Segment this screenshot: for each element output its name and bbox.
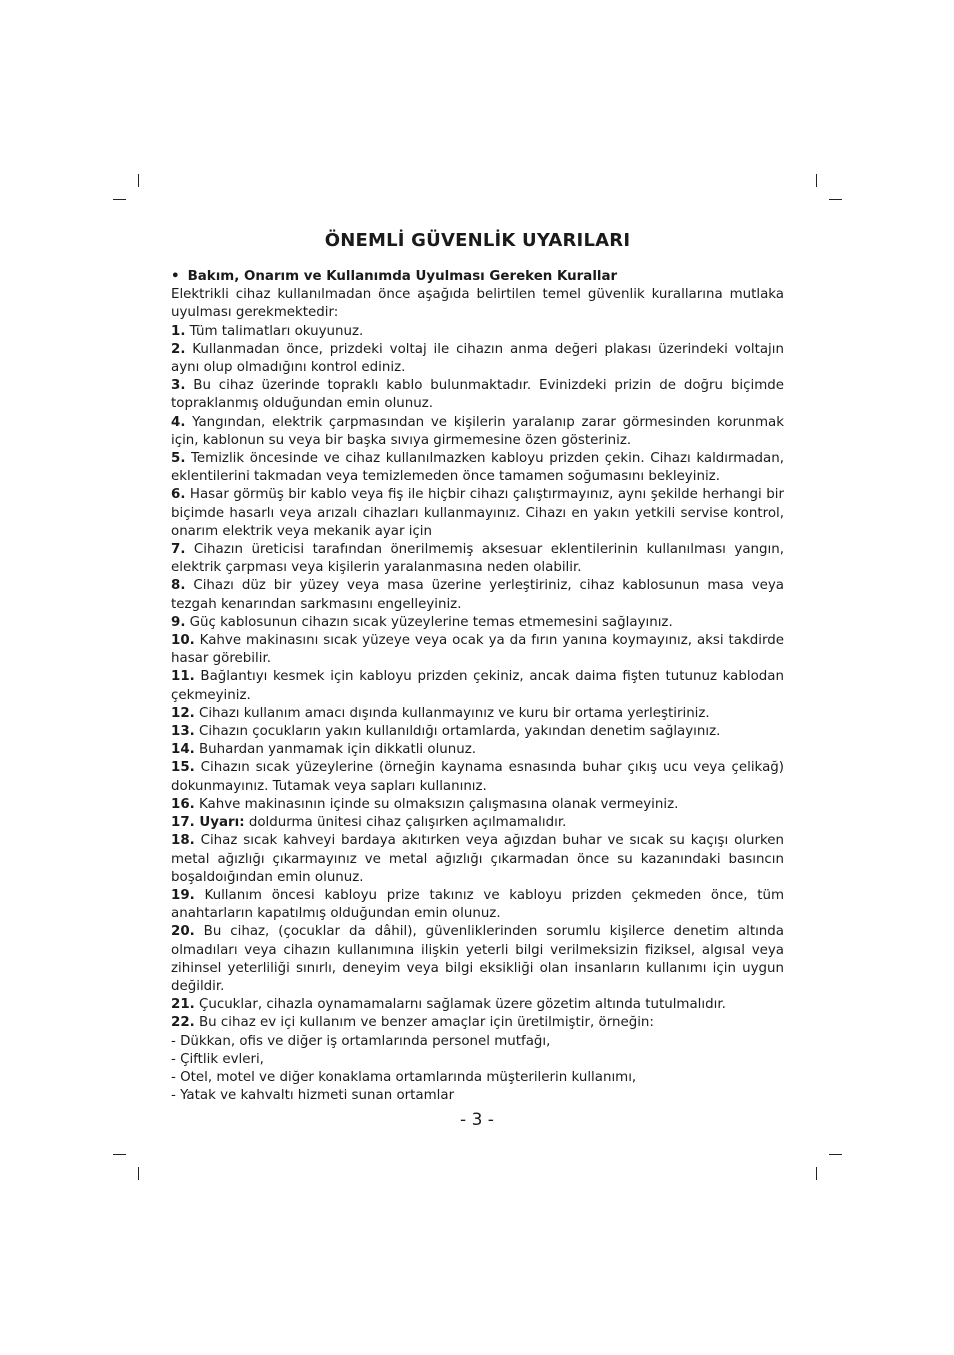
item-number: 11. — [171, 669, 195, 685]
list-item — [171, 723, 784, 741]
item-number: 13. — [171, 724, 195, 740]
list-item — [171, 832, 784, 887]
list-item — [171, 450, 784, 486]
item-number: 18. — [171, 833, 195, 849]
crop-mark-bottom-right-horizontal — [829, 1154, 842, 1155]
list-item — [171, 341, 784, 377]
document-body — [171, 230, 784, 1105]
item-text: Cihazın çocukların yakın kullanıldığı ortamlarda, yakından denetim sağlayınız. — [194, 724, 721, 740]
list-item — [171, 1014, 784, 1032]
item-text: Cihazın üreticisi tarafından önerilmemiş aksesuar eklentilerinin kullanılması yangın, elektrik çarpması veya kişilerin yaralanmasına neden olabilir. — [171, 542, 784, 576]
list-item: - Dükkan, ofis ve diğer iş ortamlarında personel mutfağı, — [171, 1033, 551, 1049]
section-heading-text: Bakım, Onarım ve Kullanımda Uyulması Gereken Kurallar — [187, 269, 618, 284]
list-item — [171, 486, 784, 541]
item-number: 19. — [171, 887, 195, 903]
item-text: Güç kablosunun cihazın sıcak yüzeylerine temas etmemesini sağlayınız. — [185, 614, 673, 630]
list-item — [171, 923, 784, 996]
item-number: 4. — [171, 414, 186, 430]
list-item — [171, 996, 784, 1014]
list-item — [171, 577, 784, 613]
item-text: doldurma ünitesi cihaz çalışırken açılmamalıdır. — [244, 815, 567, 831]
crop-mark-top-right-horizontal — [829, 199, 842, 200]
list-item: - Çiftlik evleri, — [171, 1051, 264, 1067]
list-item — [171, 614, 784, 632]
crop-mark-bottom-left-horizontal — [113, 1154, 126, 1155]
crop-mark-bottom-right-vertical — [816, 1167, 817, 1180]
item-number: 12. — [171, 705, 195, 721]
list-item: - Yatak ve kahvaltı hizmeti sunan ortamlar — [171, 1088, 455, 1104]
usage-examples-list — [171, 1033, 784, 1106]
crop-mark-bottom-left-vertical — [138, 1167, 139, 1180]
item-number: 3. — [171, 378, 186, 394]
item-number: 10. — [171, 633, 195, 649]
item-text: Bu cihaz ev içi kullanım ve benzer amaçlar için üretilmiştir, örneğin: — [194, 1015, 654, 1031]
item-text: Tüm talimatları okuyunuz. — [185, 323, 364, 339]
list-item — [171, 814, 784, 832]
item-text: Kullanmadan önce, prizdeki voltaj ile cihazın anma değeri plakası üzerindeki voltajın aynı olup olmadığını kontrol ediniz. — [171, 341, 784, 376]
list-item — [171, 377, 784, 413]
list-item — [171, 759, 784, 795]
item-text: Cihazı kullanım amacı dışında kullanmayınız ve kuru bir ortama yerleştiriniz. — [194, 705, 710, 721]
item-text: Yangından, elektrik çarpmasından ve kişilerin yaralanıp zarar görmesinden korunmak için, kablonun su veya bir başka sıvıya girmemesine özen gösteriniz. — [171, 414, 784, 448]
item-text: Hasar görmüş bir kablo veya fiş ile hiçbir cihazı çalıştırmayınız, aynı şekilde herhangi bir biçimde hasarlı veya arızalı cihazları kullanmayınız. Cihazı en yakın yetkili servise kontrol, onarım elektrik veya mekanik ayar için — [171, 487, 784, 539]
crop-mark-top-left-vertical — [138, 174, 139, 187]
list-item — [171, 541, 784, 577]
item-number: 14. — [171, 742, 195, 758]
item-number: 8. — [171, 578, 186, 594]
list-item — [171, 668, 784, 704]
item-number: 15. — [171, 760, 195, 776]
crop-mark-top-right-vertical — [816, 174, 817, 187]
item-number: 22. — [171, 1015, 195, 1031]
item-number: 2. — [171, 341, 186, 357]
list-item: - Otel, motel ve diğer konaklama ortamlarında müşterilerin kullanımı, — [171, 1069, 637, 1085]
item-text: Bağlantıyı kesmek için kabloyu prizden çekiniz, ancak daima fişten tutunuz kablodan çekmeyiniz. — [171, 669, 784, 703]
safety-rules-list — [171, 323, 784, 1033]
item-number: 6. — [171, 487, 186, 503]
item-number: 21. — [171, 997, 195, 1013]
list-item — [171, 887, 784, 923]
bullet-marker: • — [171, 269, 180, 284]
crop-mark-top-left-horizontal — [113, 199, 126, 200]
list-item — [171, 705, 784, 723]
item-text: Temizlik öncesinde ve cihaz kullanılmazken kabloyu prizden çekin. Cihazı kaldırmadan, eklentilerini takmadan veya temizlemeden önce tamamen soğumasını bekleyiniz. — [171, 451, 784, 485]
item-text: Kahve makinasını sıcak yüzeye veya ocak ya da fırın yanına koymayınız, aksi takdirde hasar görebilir. — [171, 633, 784, 667]
list-item — [171, 323, 784, 341]
list-item — [171, 414, 784, 450]
item-text: Kullanım öncesi kabloyu prize takınız ve kabloyu prizden çekmeden önce, tüm anahtarların kapatılmış olduğundan emin olunuz. — [171, 887, 784, 922]
item-number: 5. — [171, 451, 186, 467]
list-item — [171, 632, 784, 668]
item-text: Cihaz sıcak kahveyi bardaya akıtırken veya ağızdan buhar ve sıcak su kaçışı olurken metal ağızlığı çıkarmayınız ve metal ağızlığı çıkarmadan önce su kazanındaki basıncın boşaldoığından emin olunuz. — [171, 833, 784, 885]
list-item — [171, 741, 784, 759]
item-number: 16. — [171, 796, 195, 812]
item-number: 17. Uyarı: — [171, 815, 245, 831]
page-number: - 3 - — [460, 1110, 494, 1130]
item-text: Çucuklar, cihazla oynamamalarnı sağlamak üzere gözetim altında tutulmalıdır. — [194, 997, 726, 1013]
section-heading — [171, 268, 784, 286]
item-text: Kahve makinasının içinde su olmaksızın çalışmasına olanak vermeyiniz. — [194, 796, 679, 812]
item-text: Cihazı düz bir yüzey veya masa üzerine yerleştiriniz, cihaz kablosunun masa veya tezgah kenarından sarkmasını engelleyiniz. — [171, 578, 784, 612]
item-number: 20. — [171, 924, 195, 940]
item-text: Cihazın sıcak yüzeylerine (örneğin kaynama esnasında buhar çıkış ucu veya çelikağ) dokunmayınız. Tutamak veya sapları kullanınız. — [171, 760, 784, 794]
item-number: 1. — [171, 323, 186, 339]
intro-paragraph: Elektrikli cihaz kullanılmadan önce aşağıda belirtilen temel güvenlik kurallarına mutlaka uyulması gerekmektedir: — [171, 287, 784, 321]
item-text: Bu cihaz, (çocuklar da dâhil), güvenliklerinden sorumlu kişilerce denetim altında olmadıları veya cihazın kullanımına ilişkin yeterli bilgi verilmeksizin fiziksel, algısal veya zihinsel yeterliliği sınırlı, deneyim veya bilgi eksikliği olan insanların kullanımı için uygun değildir. — [171, 924, 784, 994]
list-item — [171, 796, 784, 814]
item-text: Bu cihaz üzerinde topraklı kablo bulunmaktadır. Evinizdeki prizin de doğru biçimde topraklanmış olduğundan emin olunuz. — [171, 378, 784, 412]
item-text: Buhardan yanmamak için dikkatli olunuz. — [194, 742, 477, 758]
page-title: ÖNEMLİ GÜVENLİK UYARILARI — [324, 230, 631, 251]
item-number: 7. — [171, 542, 186, 558]
item-number: 9. — [171, 614, 186, 630]
